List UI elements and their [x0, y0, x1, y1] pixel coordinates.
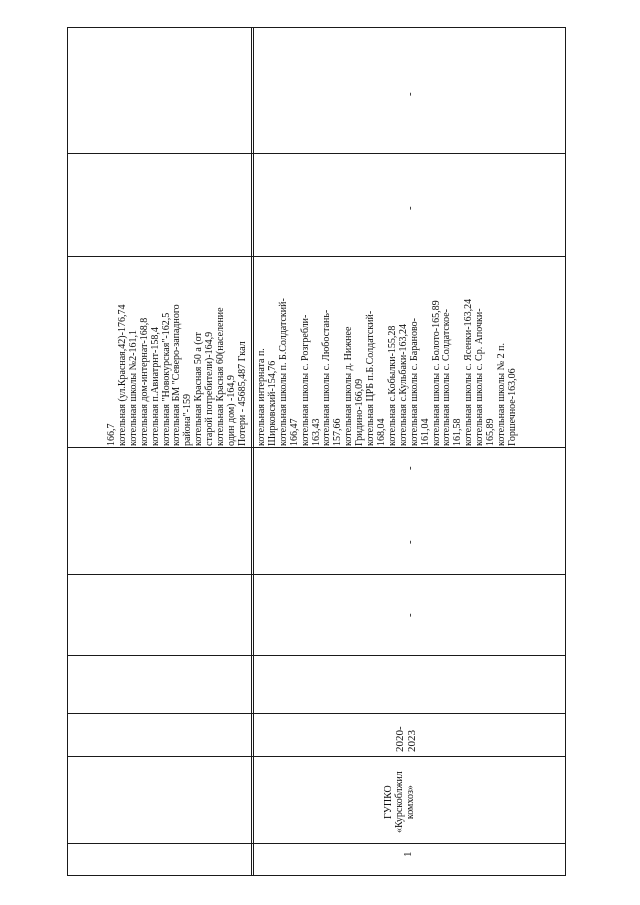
table-border-top — [67, 27, 566, 28]
list-item: 166,7 — [106, 423, 117, 446]
list-item: 161,58 — [452, 418, 464, 446]
list-item: котельная школы п. Б.Солдатский- — [277, 298, 289, 446]
list-item: котельная школы с. Любостань- — [321, 309, 333, 446]
list-item: котельная дом-интернат-168,8 — [138, 317, 150, 446]
col-sep-4 — [67, 574, 566, 575]
list-item: котельная школы с. Розгребли- — [299, 314, 311, 446]
list-item: котельная интерната п. — [256, 348, 267, 446]
organization-line: «Курскоблжил — [393, 771, 405, 833]
col-sep-5 — [67, 655, 566, 656]
row-divider-2 — [253, 27, 254, 876]
list-item: 166,47 — [288, 418, 300, 446]
list-item: котельная БМ "Северо-западного — [171, 304, 183, 446]
row-number-text: 1 — [402, 851, 414, 857]
col-sep-1 — [67, 153, 566, 154]
table-border-right — [565, 27, 566, 876]
table-border-bottom — [67, 875, 566, 876]
col-sep-2 — [67, 256, 566, 257]
col-sep-8 — [67, 843, 566, 844]
list-item: Потери - 45685,487 Гкал — [236, 341, 248, 446]
list-item: котельная ЦРБ п.Б.Солдатский- — [365, 310, 377, 446]
list-item: котельная школы №2-161,1 — [127, 330, 139, 446]
boiler-tariff-list-1 — [107, 304, 249, 446]
list-item: 165,89 — [485, 418, 497, 446]
list-item: 157,66 — [332, 418, 344, 446]
list-item: 161,04 — [419, 418, 431, 446]
list-item: 163,43 — [310, 418, 322, 446]
period-line: 2020- — [394, 726, 406, 752]
list-item: котельная "Новокурская"-162,5 — [160, 312, 172, 446]
dash-cell: - — [404, 92, 416, 96]
organization-line: комхоз» — [404, 785, 416, 820]
list-item: котельная школы д. Нижнее — [343, 326, 355, 446]
list-item: котельная школы с. Ясенки-163,24 — [463, 298, 475, 446]
list-item: котельная п.Авиатрнт-158,4 — [149, 327, 161, 446]
list-item: Гридино-166,09 — [354, 378, 366, 446]
row-divider-1 — [251, 27, 252, 876]
list-item: старой потребители)-164,9 — [204, 331, 216, 446]
col-sep-7 — [67, 756, 566, 757]
organization-cell — [384, 771, 417, 833]
list-item: 168,04 — [375, 418, 387, 446]
row-number — [402, 852, 414, 858]
list-item: котельная (ул.Красная,42)-176,74 — [116, 304, 128, 446]
organization-line: ГУПКО — [383, 785, 394, 819]
boiler-tariff-list-2 — [257, 298, 519, 446]
list-item: котельная школы с. Бараново- — [408, 318, 420, 446]
dash-cell: - — [404, 540, 416, 544]
dash-cell: - — [404, 613, 416, 617]
period-line: 2023 — [406, 730, 418, 752]
list-item: котельная школы с. Болото-165,89 — [430, 300, 442, 446]
list-item: один дом) -164,9 — [225, 375, 237, 446]
list-item: котельная школы № 2 п. — [495, 343, 507, 446]
period-cell — [394, 726, 418, 752]
list-item: Ширковский-154,76 — [266, 360, 278, 446]
list-item: котельная с.Кульбаки-163,24 — [397, 323, 409, 446]
col-sep-3 — [67, 447, 566, 448]
list-item: котельная с.Кобылки-155,28 — [386, 325, 398, 446]
list-item: котельная Красная 60(население — [215, 307, 227, 446]
list-item: Горшечное-163,06 — [506, 368, 518, 446]
list-item: района"-159 — [182, 394, 194, 446]
list-item: котельная Красная 50 а (от — [193, 332, 205, 446]
dash-cell: - — [404, 206, 416, 210]
dash-cell: - — [404, 466, 416, 470]
list-item: котельная школы с. Ср. Апочки- — [474, 308, 486, 446]
table-border-left — [67, 27, 68, 876]
col-sep-6 — [67, 713, 566, 714]
list-item: котельная школы с. Солдатское- — [441, 308, 453, 446]
